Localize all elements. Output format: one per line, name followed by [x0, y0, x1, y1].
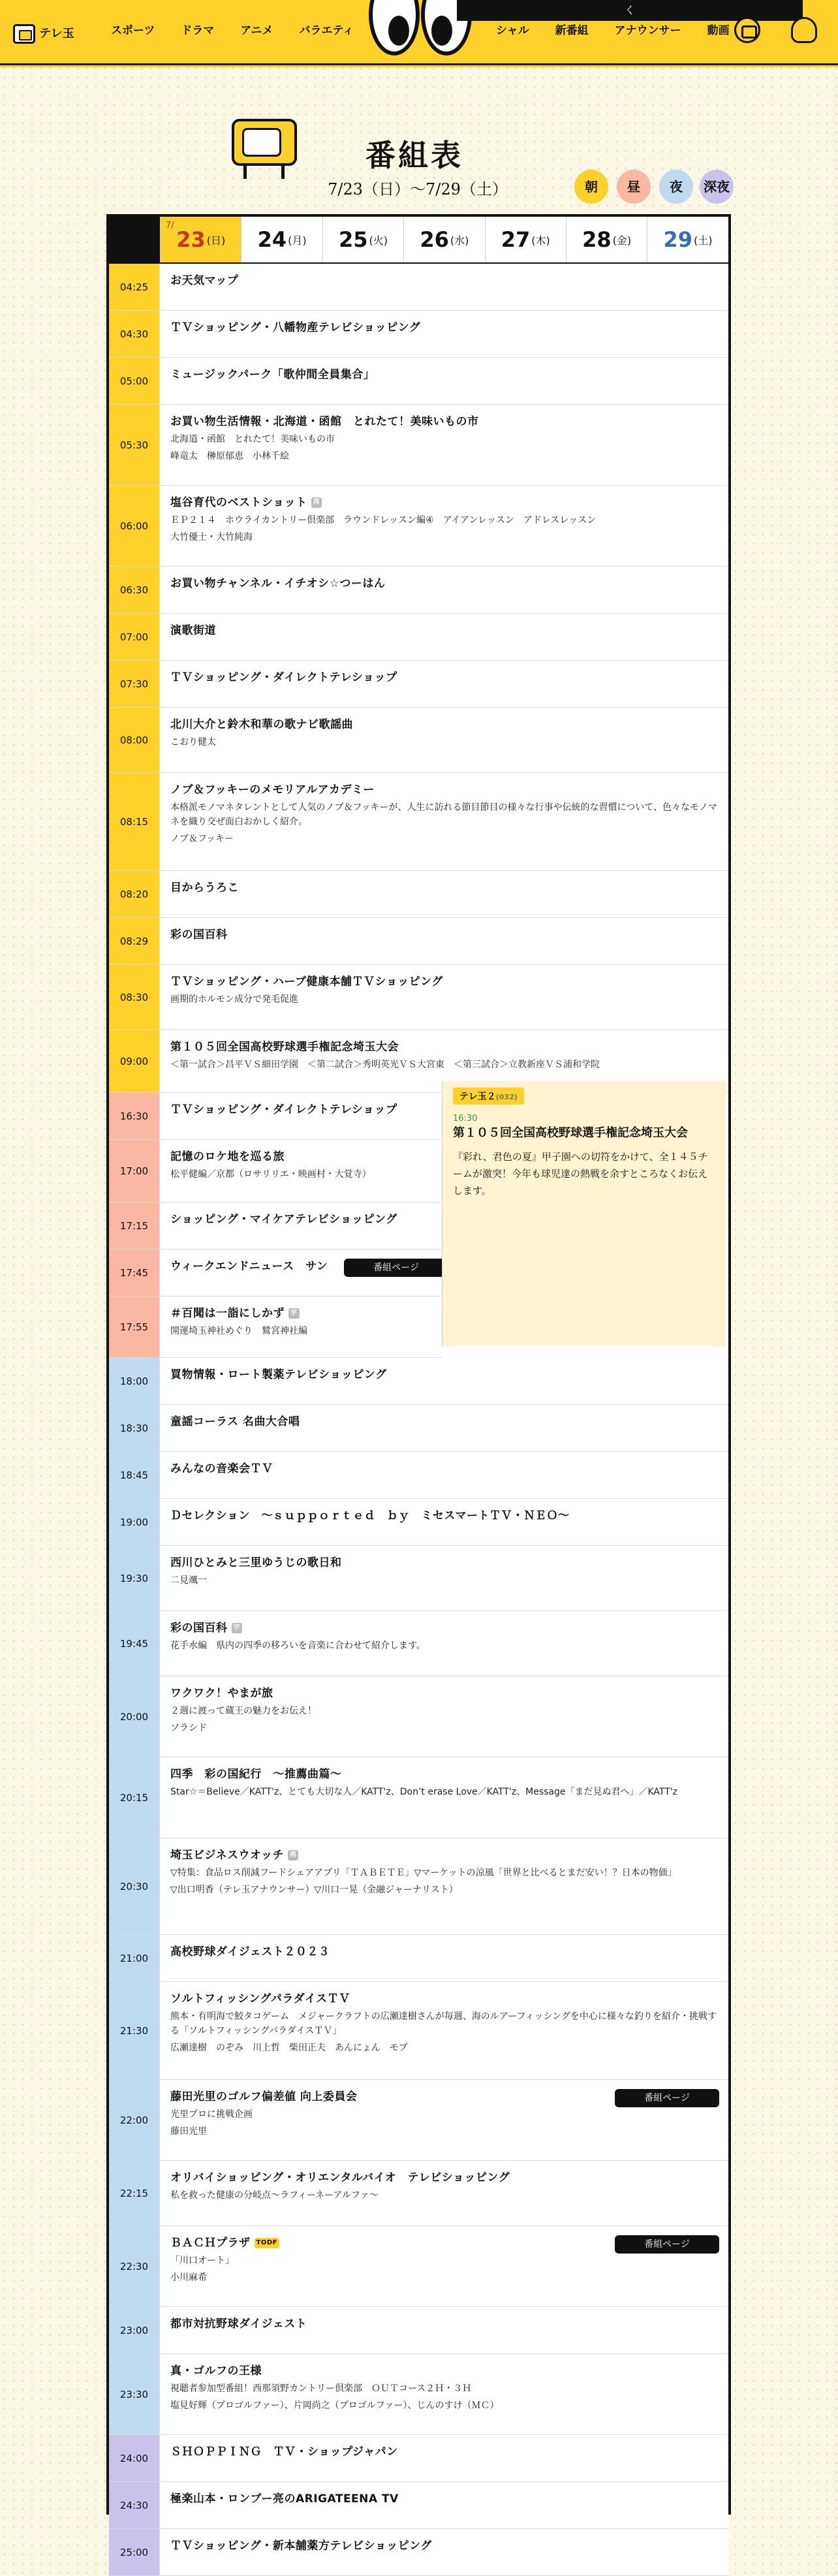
program-title-text[interactable]: ＃百聞は一詣にしかず	[170, 1307, 285, 1320]
program-row[interactable]	[109, 1405, 728, 1452]
program-cell[interactable]	[160, 311, 728, 357]
program-title-text[interactable]: ＴＶショッピング・新本舗薬方テレビショッピング	[170, 2539, 432, 2552]
program-title[interactable]	[170, 2170, 718, 2186]
program-cell[interactable]	[160, 1249, 442, 1296]
time-of-day-button[interactable]: 深夜	[700, 170, 734, 204]
site-header	[0, 0, 838, 65]
program-time: 22:00	[109, 2080, 160, 2160]
program-title-text[interactable]: ショッピング・マイケアテレビショッピング	[170, 1213, 397, 1226]
program-time: 04:30	[109, 311, 160, 357]
program-description: 二見颯一	[170, 1575, 207, 1586]
program-title-text[interactable]: 第１０５回全国高校野球選手権記念埼玉大会	[170, 1041, 399, 1054]
program-title-text[interactable]: 藤田光里のゴルフ偏差値 向上委員会	[170, 2090, 358, 2103]
program-time: 17:55	[109, 1296, 160, 1357]
program-title-text[interactable]: ワクワク！やまが旅	[170, 1687, 273, 1700]
day-of-week: (土)	[694, 234, 713, 247]
tv-schedule-icon[interactable]	[734, 17, 760, 43]
nav-link[interactable]: 新番組	[555, 24, 589, 37]
program-description: 本格派モノマネタレントとして人気のノブ＆フッキーが、人生に訪れる節目節目の様々な行事や伝統的な習慣について、色々なモノマネを織り交ぜ面白おかしく紹介。	[170, 802, 717, 827]
program-description: 花手水編 県内の四季の移ろいを音楽に合わせて紹介します。	[170, 1641, 426, 1651]
day-tabs	[109, 217, 728, 264]
program-title[interactable]	[170, 880, 718, 896]
program-row[interactable]	[109, 486, 728, 567]
program-description: 視聴者参加型番組！西那須野カントリー倶楽部 ＯＵＴコース２Ｈ・３Ｈ	[170, 2383, 472, 2394]
program-cell[interactable]	[160, 1202, 442, 1249]
main-nav-right	[483, 21, 743, 40]
program-title-text[interactable]: お買い物チャンネル・イチオシ☆つーはん	[170, 577, 386, 590]
nav-link[interactable]: バラエティ	[299, 24, 354, 37]
program-title[interactable]	[170, 1767, 718, 1782]
channel-badge: テレ玉２(032)	[453, 1088, 524, 1105]
grid-corner	[109, 217, 160, 262]
program-time: 22:30	[109, 2226, 160, 2306]
program-row[interactable]	[109, 2435, 728, 2482]
program-title[interactable]	[170, 974, 718, 990]
program-time: 06:30	[109, 567, 160, 613]
program-time: 04:25	[109, 264, 160, 310]
program-description: 北海道・函館 とれたて！美味いもの市	[170, 434, 335, 445]
program-description: 大竹優士・大竹純海	[170, 532, 253, 542]
program-title[interactable]	[170, 320, 718, 336]
nav-link[interactable]: アニメ	[240, 24, 273, 37]
program-title-text[interactable]: 真・ゴルフの王様	[170, 2364, 262, 2378]
program-row[interactable]	[109, 1935, 728, 1982]
program-title[interactable]	[170, 782, 718, 798]
program-time: 05:30	[109, 405, 160, 485]
program-title-text[interactable]: 童謡コーラス 名曲大合唱	[170, 1415, 300, 1428]
program-title[interactable]	[170, 717, 718, 732]
program-title-text[interactable]: ＢＡＣＨプラザ	[170, 2237, 251, 2250]
program-title[interactable]	[170, 576, 718, 591]
program-page-button[interactable]: 番組ページ	[344, 1259, 448, 1277]
program-cell[interactable]	[160, 1499, 728, 1545]
program-title[interactable]	[170, 623, 718, 638]
program-cell[interactable]	[160, 1405, 728, 1451]
program-time: 21:00	[109, 1935, 160, 1981]
program-description: ＜第一試合＞昌平ＶＳ細田学園 ＜第二試合＞秀明英光ＶＳ大宮東 ＜第三試合＞立教新座ＶＳ浦和学院	[170, 1060, 600, 1070]
program-description: ▽特集：食品ロス削減フードシェアアプリ「ＴＡＢＥＴＥ」▽マーケットの涼風「世界と比べるとまだ安い！？日本の物価」	[170, 1868, 677, 1878]
program-time: 20:30	[109, 1838, 160, 1934]
program-row[interactable]	[109, 2354, 728, 2435]
nav-link[interactable]: シャル	[496, 24, 529, 37]
program-badge: TODF	[255, 2238, 279, 2248]
program-row[interactable]	[109, 773, 728, 871]
program-cell[interactable]	[160, 567, 728, 613]
program-cell[interactable]	[160, 1358, 728, 1404]
program-title[interactable]	[170, 367, 718, 383]
program-cell[interactable]	[160, 486, 728, 566]
program-description: 『彩れ、君色の夏』甲子園への切符をかけて、全１４５チームが激突！今年も球児達の熱戦を余すところなくお伝えします。	[453, 1151, 708, 1197]
program-title[interactable]	[170, 1306, 431, 1321]
tv-mascot-icon	[232, 112, 303, 178]
program-title[interactable]	[170, 1847, 718, 1863]
program-cell[interactable]	[160, 871, 728, 917]
day-tab[interactable]	[647, 217, 728, 262]
program-title[interactable]	[170, 1991, 718, 2007]
program-time: 08:30	[109, 965, 160, 1029]
program-cell[interactable]	[160, 965, 728, 1029]
mascot-icon[interactable]	[791, 17, 817, 43]
program-title[interactable]	[170, 2363, 718, 2379]
page-title: 番組表	[365, 138, 463, 173]
program-title-text[interactable]: Ｄセレクション ～ｓｕｐｐｏｒｔｅｄ ｂｙ ミセスマートＴＶ・ＮＥＯ～	[170, 1509, 570, 1522]
program-title-text[interactable]: 演歌街道	[170, 624, 216, 637]
program-time: 16:30	[109, 1093, 160, 1139]
program-row[interactable]	[109, 2161, 728, 2226]
program-title[interactable]	[170, 927, 718, 943]
program-title-text[interactable]: ミュージックパーク「歌仲間全員集合」	[170, 368, 375, 381]
program-time: 22:15	[109, 2161, 160, 2225]
program-time: 08:00	[109, 708, 160, 772]
program-time: 07:30	[109, 661, 160, 707]
program-title[interactable]	[170, 1149, 431, 1165]
program-row[interactable]	[109, 358, 728, 405]
program-description: ノブ＆フッキー	[170, 834, 234, 844]
program-title[interactable]	[170, 2491, 718, 2507]
program-cell[interactable]	[160, 1982, 728, 2079]
program-time: 07:00	[109, 614, 160, 660]
program-row[interactable]	[109, 2482, 728, 2529]
program-time: 19:30	[109, 1546, 160, 1610]
program-badge: 再	[288, 1850, 299, 1861]
program-cell[interactable]	[160, 1140, 442, 1202]
program-title[interactable]	[170, 1212, 431, 1227]
main-nav	[98, 21, 367, 40]
program-row[interactable]	[109, 1249, 442, 1296]
program-description: 小川麻希	[170, 2272, 207, 2283]
time-of-day-button[interactable]: 夜	[659, 170, 693, 204]
program-cell[interactable]	[160, 1546, 728, 1610]
chevron-left-icon[interactable]: く	[624, 4, 635, 16]
program-title[interactable]: 第１０５回全国高校野球選手権記念埼玉大会	[453, 1126, 688, 1140]
program-time: 05:00	[109, 358, 160, 404]
program-title-text[interactable]: 都市対抗野球ダイジェスト	[170, 2317, 307, 2331]
program-title[interactable]	[170, 414, 718, 430]
day-of-week: (火)	[369, 234, 388, 247]
title-area	[0, 104, 838, 202]
program-title-text[interactable]: 彩の国百科	[170, 928, 228, 941]
program-row[interactable]	[109, 708, 728, 773]
program-title-text[interactable]: オリバイショッピング・オリエンタルバイオ テレビショッピング	[170, 2171, 510, 2184]
program-title-text[interactable]: 記憶のロケ地を巡る旅	[170, 1150, 285, 1163]
program-time: 18:45	[109, 1452, 160, 1498]
program-row[interactable]	[109, 965, 728, 1030]
nav-link[interactable]: アナウンサー	[614, 24, 681, 37]
day-number: 27	[501, 227, 531, 252]
program-title-text[interactable]: 四季 彩の国紀行 ～推薦曲篇～	[170, 1768, 342, 1781]
program-title[interactable]	[170, 2316, 718, 2332]
program-page-button[interactable]: 番組ページ	[615, 2089, 719, 2107]
program-description: 藤田光里	[170, 2126, 207, 2137]
day-of-week: (日)	[206, 234, 226, 247]
program-title[interactable]	[170, 670, 718, 685]
day-of-week: (金)	[612, 234, 632, 247]
program-cell[interactable]	[160, 2529, 728, 2575]
program-row[interactable]	[109, 1546, 728, 1611]
program-cell[interactable]	[160, 1676, 728, 1757]
program-title[interactable]	[170, 1367, 718, 1383]
program-description: 画期的ホルモン成分で発毛促進	[170, 994, 298, 1005]
program-title-text[interactable]: 西川ひとみと三里ゆうじの歌日和	[170, 1556, 342, 1569]
program-title[interactable]	[170, 1414, 718, 1430]
day-tab[interactable]	[566, 217, 647, 262]
program-cell[interactable]	[160, 2161, 728, 2225]
program-cell[interactable]	[160, 918, 728, 964]
day-number: 26	[420, 227, 449, 252]
program-description: こおり健太	[170, 737, 216, 747]
program-badge: 字	[232, 1623, 243, 1633]
program-cell[interactable]	[160, 1757, 728, 1838]
program-title[interactable]	[170, 273, 718, 289]
day-tab[interactable]	[322, 217, 403, 262]
program-cell[interactable]	[160, 2226, 728, 2306]
program-title[interactable]	[170, 2538, 718, 2554]
day-number: 28	[582, 227, 612, 252]
time-of-day-button[interactable]: 朝	[574, 170, 608, 204]
program-row[interactable]	[109, 1093, 442, 1140]
program-cell[interactable]	[160, 614, 728, 660]
day-tab[interactable]	[485, 217, 566, 262]
day-tab[interactable]	[160, 217, 241, 262]
tv-logo-icon	[13, 24, 35, 44]
program-row[interactable]	[109, 311, 728, 358]
program-title[interactable]	[170, 1461, 718, 1477]
program-description: 広瀬達樹 のぞみ 川上哲 柴田正夫 あんにょん モブ	[170, 2043, 408, 2053]
nav-link[interactable]: ドラマ	[181, 24, 215, 37]
program-time: 17:00	[109, 1140, 160, 1202]
program-row[interactable]	[109, 1452, 728, 1499]
program-time: 21:30	[109, 1982, 160, 2079]
program-time: 17:45	[109, 1249, 160, 1296]
program-row[interactable]	[109, 871, 728, 918]
program-row[interactable]	[109, 2226, 728, 2307]
program-title-text[interactable]: ＳＨＯＰＰＩＮＧ ＴＶ・ショップジャパン	[170, 2445, 398, 2458]
program-description: 熊本・有明海で鮫タコゲーム メジャークラフトの広瀬達樹さんが毎週、海のルアーフィッシングを中心に様々な釣りを紹介・挑戦する「ソルトフィッシングパラダイスＴＶ」	[170, 2011, 717, 2036]
program-cell[interactable]	[160, 1452, 728, 1498]
program-row[interactable]	[109, 405, 728, 486]
program-description: 峰竜太 榊原郁恵 小林千絵	[170, 451, 289, 462]
program-description: ▽出口明香（テレ玉アナウンサー）▽川口一晃（金融ジャーナリスト）	[170, 1885, 458, 1895]
program-cell[interactable]	[160, 661, 728, 707]
program-row[interactable]	[109, 1358, 728, 1405]
day-of-week: (水)	[450, 234, 469, 247]
program-time: 24:30	[109, 2482, 160, 2528]
program-row[interactable]	[109, 918, 728, 965]
day-of-week: (月)	[288, 234, 307, 247]
program-description: ソラシド	[170, 1723, 207, 1733]
program-cell[interactable]	[160, 1611, 728, 1676]
time-of-day-button[interactable]: 昼	[617, 170, 651, 204]
program-cell[interactable]	[160, 1296, 442, 1357]
program-description: 松平健編／京都（ロサリリエ・映画村・大覚寺）	[170, 1169, 371, 1180]
program-description: ＥＰ２１４ ホウライカントリー倶楽部 ラウンドレッスン編④ アイアンレッスン アドレスレッスン	[170, 515, 597, 526]
program-time: 17:15	[109, 1202, 160, 1249]
program-time: 20:15	[109, 1757, 160, 1838]
schedule-grid	[106, 214, 731, 2558]
program-title-text[interactable]: 極楽山本・ロンブー亮のARIGATEENA TV	[170, 2492, 399, 2505]
program-row[interactable]	[109, 1202, 442, 1249]
program-row[interactable]	[109, 1676, 728, 1757]
program-title[interactable]	[170, 1555, 718, 1571]
program-row[interactable]	[109, 567, 728, 614]
program-title[interactable]	[170, 1508, 718, 1524]
program-title-text[interactable]: ＴＶショッピング・ダイレクトテレショップ	[170, 671, 397, 684]
program-cell[interactable]	[160, 2482, 728, 2528]
program-time: 23:30	[109, 2354, 160, 2434]
program-time: 08:20	[109, 871, 160, 917]
program-row[interactable]	[109, 1838, 728, 1935]
program-time: 09:00	[109, 1030, 160, 1092]
program-title[interactable]	[170, 2444, 718, 2460]
program-time: 19:45	[109, 1611, 160, 1676]
site-logo[interactable]	[13, 21, 91, 47]
program-title-text[interactable]: 北川大介と鈴木和華の歌ナビ歌謡曲	[170, 718, 353, 731]
program-time: 20:00	[109, 1676, 160, 1757]
program-title[interactable]	[170, 1102, 431, 1118]
nav-link[interactable]: 動画	[707, 24, 730, 37]
program-time: 06:00	[109, 486, 160, 566]
program-title-text[interactable]: 彩の国百科	[170, 1622, 228, 1635]
program-title[interactable]	[170, 1686, 718, 1701]
program-cell[interactable]	[160, 1093, 442, 1139]
day-number: 23	[176, 227, 206, 252]
program-row[interactable]	[109, 2529, 728, 2576]
program-cell[interactable]	[160, 2354, 728, 2434]
day-tab[interactable]	[403, 217, 484, 262]
program-page-button[interactable]: 番組ページ	[615, 2235, 719, 2254]
day-number: 25	[338, 227, 368, 252]
program-title[interactable]	[170, 1620, 718, 1636]
program-cell[interactable]	[160, 2307, 728, 2353]
program-row[interactable]	[109, 264, 728, 311]
day-month: 7/	[166, 221, 174, 230]
logo-text: テレ玉	[39, 27, 74, 40]
day-of-week: (木)	[531, 234, 550, 247]
program-title-text[interactable]: 塩谷育代のベストショット	[170, 496, 307, 509]
day-tab[interactable]	[241, 217, 322, 262]
program-title-text[interactable]: ＴＶショッピング・ダイレクトテレショップ	[170, 1103, 397, 1116]
program-badge: 再	[311, 497, 322, 508]
program-description: 開運埼玉神社めぐり 鷲宮神社編	[170, 1326, 307, 1336]
program-description: 私を救った健康の分岐点～ラフィーネーアルファ～	[170, 2190, 379, 2201]
header-divider	[0, 65, 838, 67]
program-description: 光里プロに挑戦企画	[170, 2109, 253, 2120]
program-cell[interactable]	[160, 2080, 728, 2160]
program-title[interactable]	[170, 1944, 718, 1960]
program-row[interactable]	[109, 1611, 728, 1676]
program-title-text[interactable]: 目からうろこ	[170, 881, 239, 894]
program-row[interactable]	[109, 661, 728, 708]
program-cell[interactable]	[160, 264, 728, 310]
day-number: 29	[663, 227, 693, 252]
date-range: 7/23（日）〜7/29（土）	[328, 180, 508, 198]
program-title[interactable]	[170, 495, 718, 510]
program-time: 23:00	[109, 2307, 160, 2353]
program-cell[interactable]	[160, 405, 728, 485]
program-title-text[interactable]: ＴＶショッピング・ハーブ健康本舗ＴＶショッピング	[170, 975, 443, 988]
program-cell[interactable]	[160, 708, 728, 772]
program-title-text[interactable]: ソルトフィッシングパラダイスＴＶ	[170, 1992, 350, 2005]
program-time: 24:00	[109, 2435, 160, 2481]
program-title-text[interactable]: 高校野球ダイジェスト２０２３	[170, 1945, 330, 1958]
program-row[interactable]	[109, 2307, 728, 2354]
program-title-text[interactable]: ＴＶショッピング・八幡物産テレビショッピング	[170, 321, 421, 334]
nav-link[interactable]: スポーツ	[111, 24, 155, 37]
program-title-text[interactable]: 買物情報・ロート製薬テレビショッピング	[170, 1368, 387, 1381]
program-row[interactable]	[109, 1499, 728, 1546]
program-row[interactable]	[109, 1982, 728, 2080]
program-row[interactable]	[109, 614, 728, 661]
program-row[interactable]	[109, 1140, 442, 1202]
program-title[interactable]	[170, 1039, 718, 1055]
program-title-text[interactable]: お買い物生活情報・北海道・函館 とれたて！美味いもの市	[170, 415, 479, 428]
program-row[interactable]	[109, 1757, 728, 1838]
program-title-text[interactable]: 埼玉ビジネスウオッチ	[170, 1849, 284, 1862]
program-time: 08:15	[109, 773, 160, 870]
subchannel-panel[interactable]	[442, 1081, 726, 1346]
program-cell[interactable]	[160, 358, 728, 404]
program-title-text[interactable]: ノブ＆フッキーのメモリアルアカデミー	[170, 783, 375, 796]
program-cell[interactable]	[160, 2435, 728, 2481]
program-title-text[interactable]: お天気マップ	[170, 274, 239, 287]
program-badge: 字	[288, 1308, 300, 1319]
program-title-text[interactable]: ウィークエンドニュース サン	[170, 1260, 328, 1273]
program-time: 19:00	[109, 1499, 160, 1545]
program-cell[interactable]	[160, 773, 728, 870]
program-row[interactable]	[109, 2080, 728, 2161]
program-start-time: 16:30	[453, 1114, 478, 1123]
program-time: 08:29	[109, 918, 160, 964]
day-number: 24	[257, 227, 287, 252]
program-time: 25:00	[109, 2529, 160, 2575]
program-time: 18:00	[109, 1358, 160, 1404]
program-description: 塩見好輝（プロゴルファー）、片岡尚之（プロゴルファー）、じんのすけ（ＭＣ）	[170, 2400, 499, 2411]
program-cell[interactable]	[160, 1838, 728, 1934]
program-title-text[interactable]: みんなの音楽会ＴＶ	[170, 1462, 273, 1475]
program-cell[interactable]	[160, 1935, 728, 1981]
program-row[interactable]	[109, 1296, 442, 1358]
program-description: 「川口オート」	[170, 2255, 234, 2266]
program-time: 18:30	[109, 1405, 160, 1451]
program-description: ２週に渡って蔵王の魅力をお伝え！	[170, 1706, 317, 1716]
program-description: Star☆＝Believe／KATT'z、とても大切な人／KATT'z、Don’t erase Love／KATT'z、Message「まだ見ぬ君へ」／KATT'z	[170, 1787, 677, 1797]
